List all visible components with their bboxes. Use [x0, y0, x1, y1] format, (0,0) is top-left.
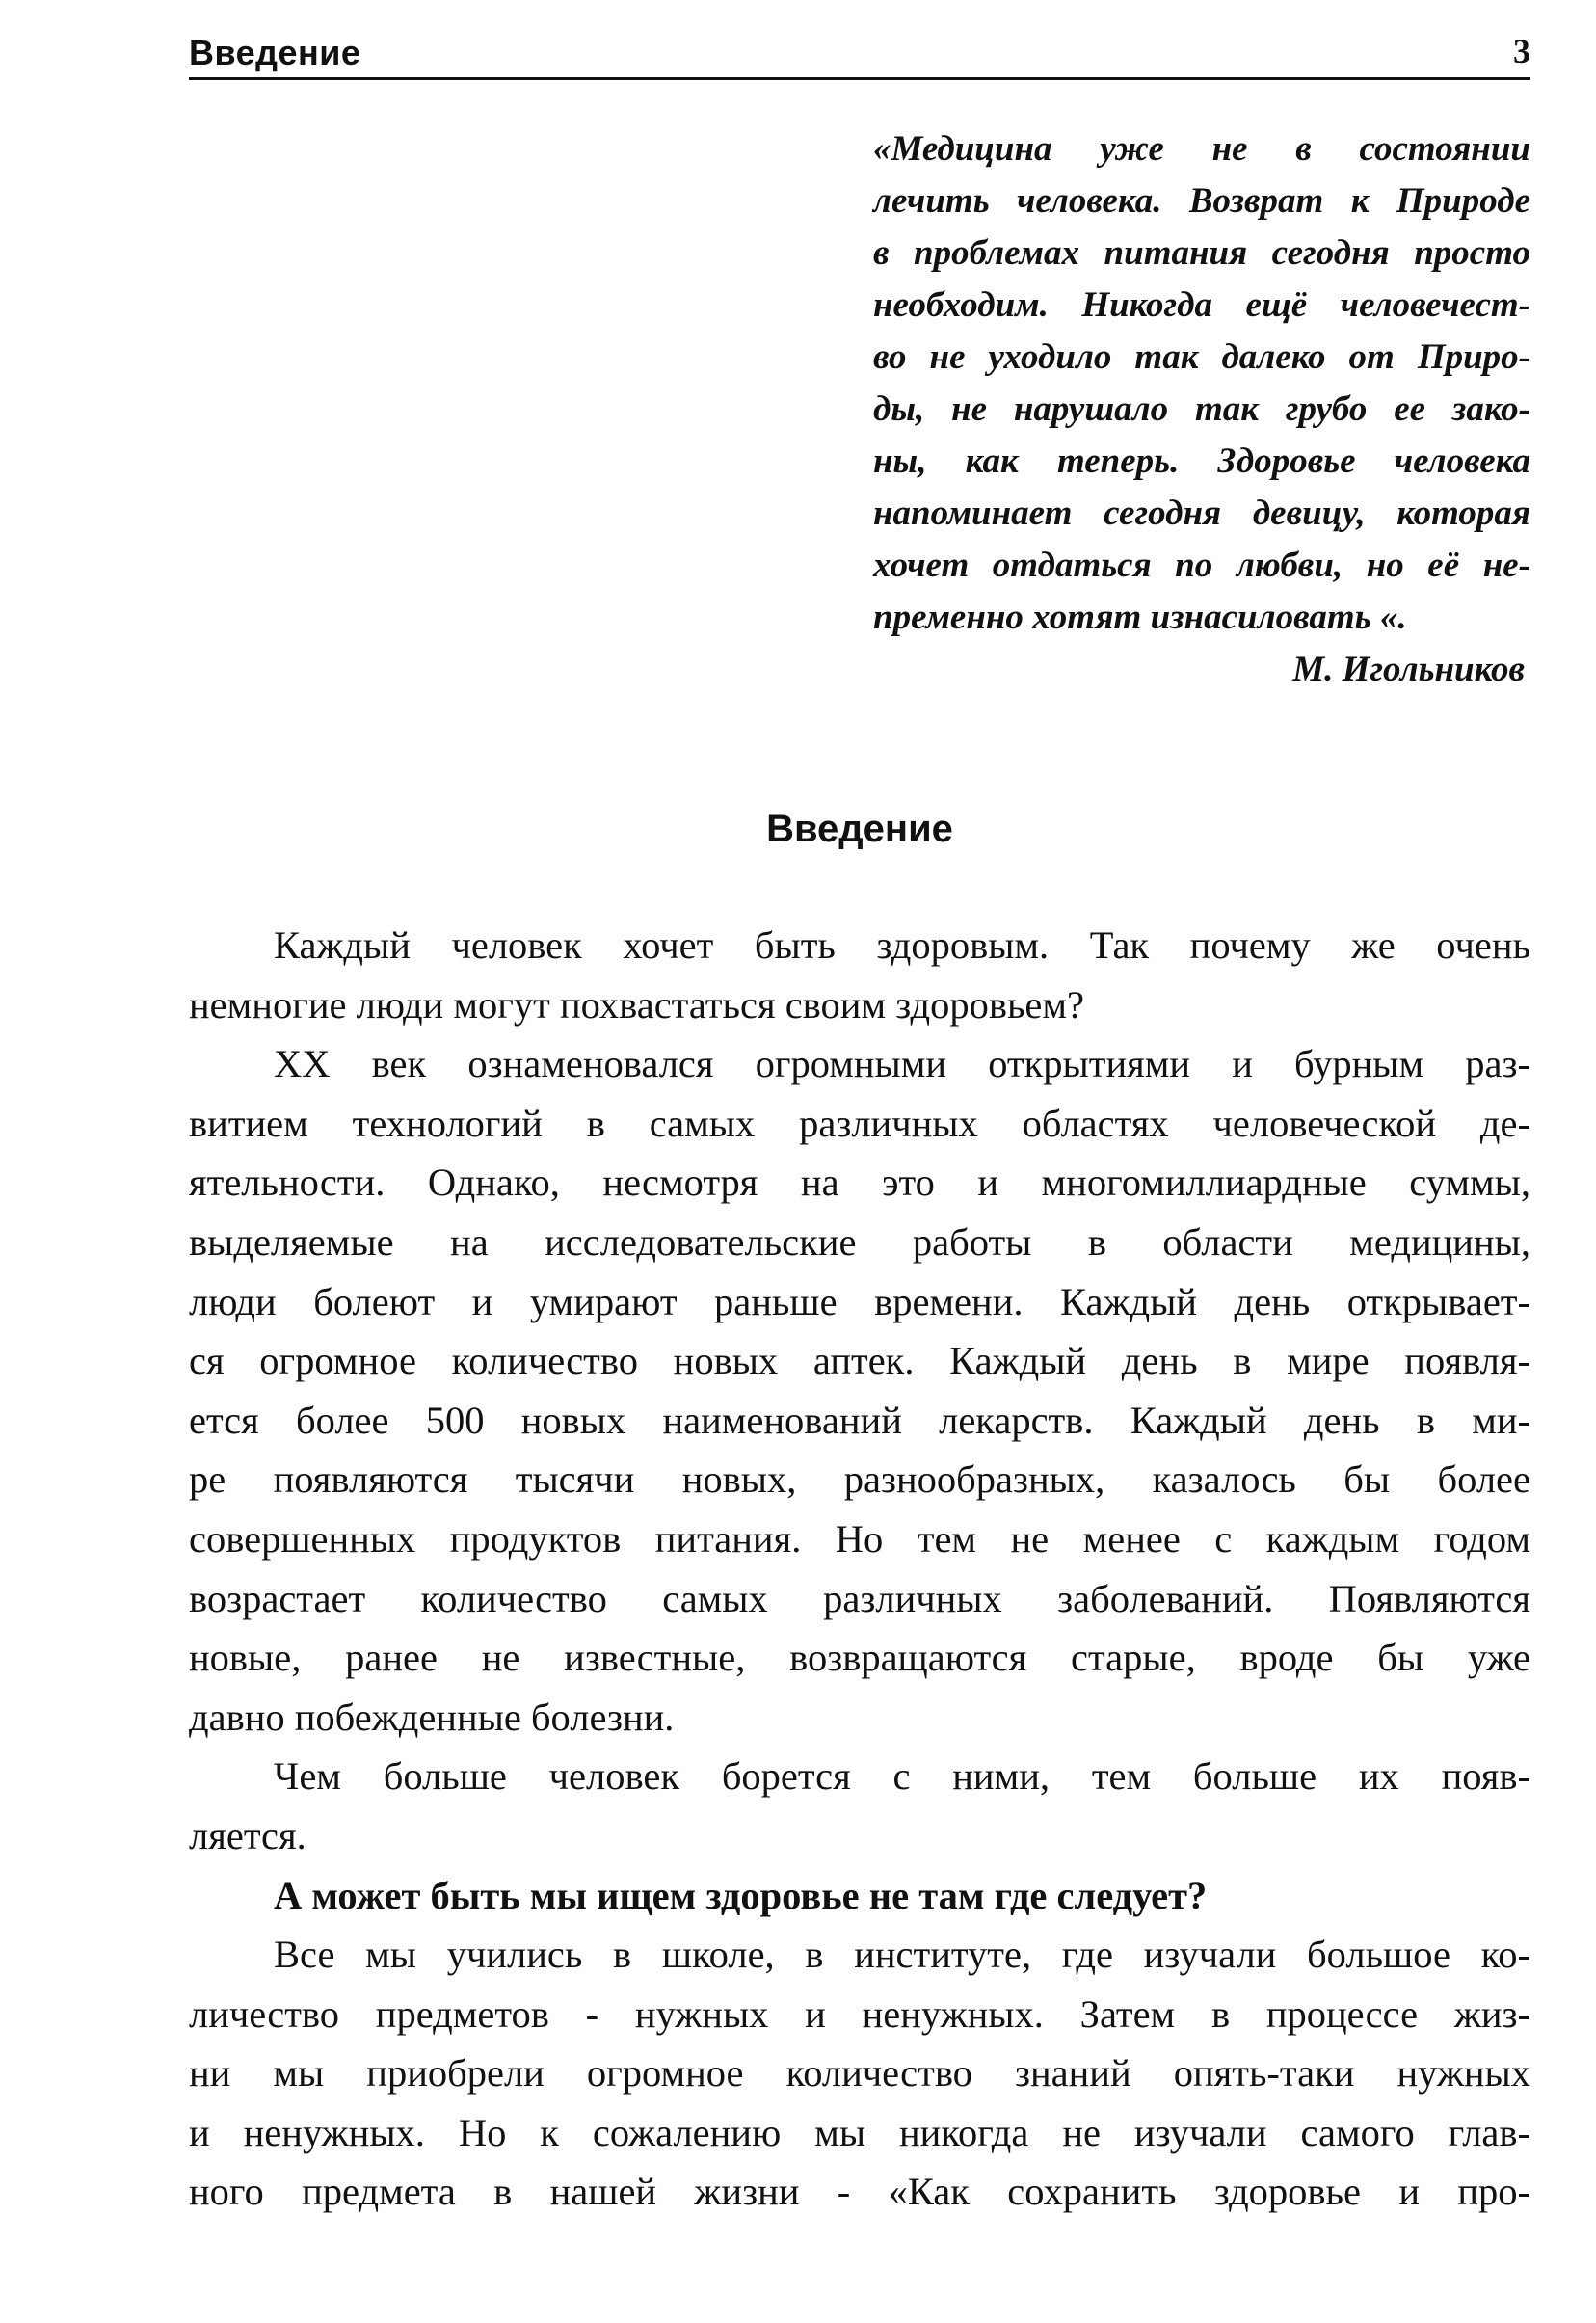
body-line: люди болеют и умирают раньше времени. Каждый день открывает- [189, 1279, 1530, 1323]
epigraph-line: необходим. Никогда ещё человечест- [873, 285, 1530, 325]
body-line: ре появляются тысячи новых, разнообразных, казалось бы более [189, 1457, 1530, 1502]
body-text [189, 916, 1530, 2222]
body-line: и ненужных. Но к сожалению мы никогда не изучали самого глав- [189, 2110, 1530, 2154]
body-line: личество предметов - нужных и ненужных. Затем в процессе жиз- [189, 1991, 1530, 2036]
body-line: ся огромное количество новых аптек. Каждый день в мире появля- [189, 1339, 1530, 1383]
epigraph-author: М. Игольников [1292, 650, 1525, 689]
body-line: витием технологий в самых различных областях человеческой де- [189, 1101, 1530, 1145]
body-line: возрастает количество самых различных заболеваний. Появляются [189, 1576, 1530, 1620]
body-line: новые, ранее не известные, возвращаются старые, вроде бы уже [189, 1636, 1530, 1680]
body-line: ляется. [189, 1813, 306, 1857]
epigraph-line: хочет отдаться по любви, но её не- [873, 546, 1530, 585]
body-question: А может быть мы ищем здоровье не там где следует? [274, 1873, 1208, 1917]
epigraph-line: ны, как теперь. Здоровье человека [873, 441, 1530, 481]
running-title: Введение [189, 33, 361, 72]
body-line: немногие люди могут похвастаться своим здоровьем? [189, 982, 1084, 1027]
body-line: ется более 500 новых наименований лекарств. Каждый день в ми- [189, 1398, 1530, 1442]
body-line: XX век ознаменовался огромными открытиями и бурным раз- [274, 1042, 1530, 1086]
running-header [189, 27, 1530, 80]
body-line: совершенных продуктов питания. Но тем не менее с каждым годом [189, 1516, 1530, 1561]
epigraph-line: напоминает сегодня девицу, которая [873, 494, 1530, 533]
epigraph-line: ды, не нарушало так грубо ее зако- [873, 389, 1530, 429]
page-number: 3 [1513, 32, 1530, 70]
body-line: давно побежденные болезни. [189, 1695, 675, 1739]
epigraph-line: лечить человека. Возврат к Природе [873, 181, 1530, 221]
body-line: ятельности. Однако, несмотря на это и многомиллиардные суммы, [189, 1161, 1530, 1205]
body-line: ного предмета в нашей жизни - «Как сохранить здоровье и про- [189, 2170, 1530, 2214]
epigraph [873, 123, 1530, 696]
body-line: Чем больше человек борется с ними, тем больше их появ- [274, 1754, 1530, 1799]
body-line: ни мы приобрели огромное количество знаний опять-таки нужных [189, 2051, 1530, 2096]
epigraph-line: пременно хотят изнасиловать «. [873, 598, 1407, 637]
epigraph-line: «Медицина уже не в состоянии [873, 129, 1530, 169]
body-line: выделяемые на исследовательские работы в области медицины, [189, 1219, 1530, 1264]
body-line: Все мы учились в школе, в институте, где изучали большое ко- [274, 1933, 1530, 1977]
epigraph-line: в проблемах питания сегодня просто [873, 233, 1530, 273]
section-heading: Введение [766, 808, 953, 850]
epigraph-line: во не уходило так далеко от Приро- [873, 337, 1530, 377]
body-line: Каждый человек хочет быть здоровым. Так почему же очень [274, 923, 1530, 967]
